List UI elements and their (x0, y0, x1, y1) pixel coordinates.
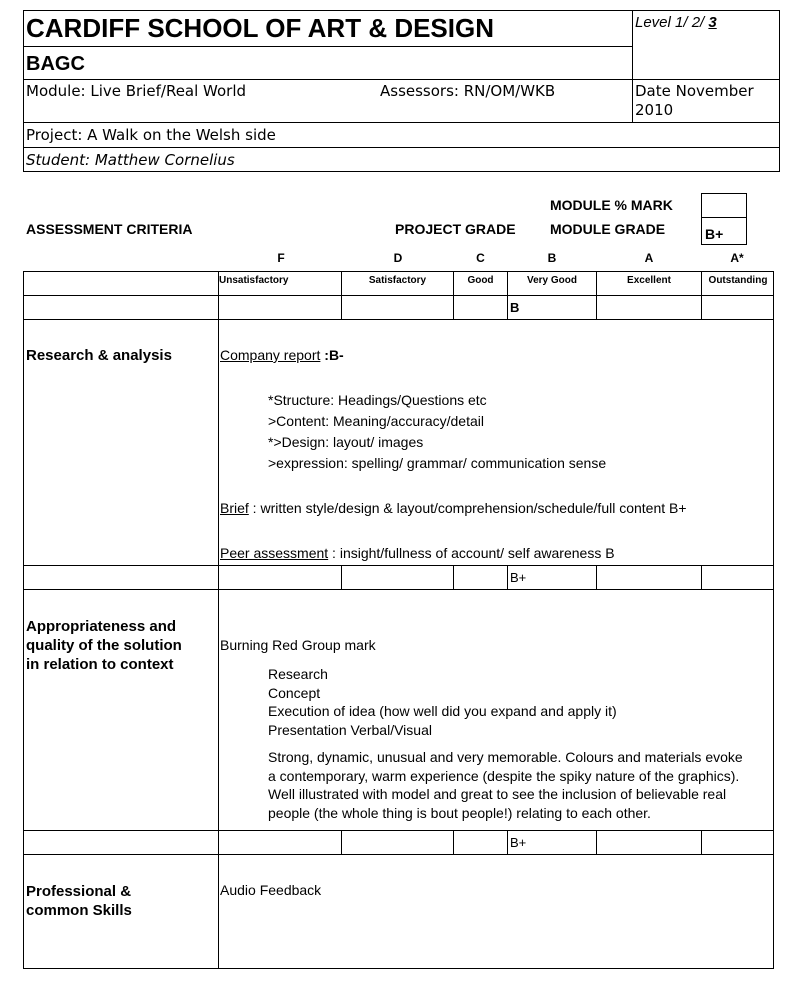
level-options: Level 1/ 2/ (635, 14, 709, 31)
date-line-1: Date November (635, 82, 754, 100)
grade-letter-b: B (547, 251, 557, 265)
title-line: common Skills (26, 902, 132, 919)
criterion-appropriateness-title (26, 617, 182, 674)
research-grade-row (219, 566, 773, 589)
date-line-2: 2010 (635, 101, 674, 119)
group-mark: Burning Red Group mark (220, 637, 376, 653)
student-name: Student: Matthew Cornelius (26, 151, 235, 169)
company-report-grade: :B- (320, 347, 344, 363)
grade-cell-b: B+ (510, 570, 527, 585)
module-grade-box (701, 217, 747, 245)
module-pct-box (701, 193, 747, 218)
grade-letter-a: A (644, 251, 654, 265)
scale-label-excellent: Excellent (627, 275, 671, 286)
title-line: Appropriateness and (26, 618, 177, 635)
grade-letter-f: F (277, 251, 285, 265)
company-report-line (220, 347, 344, 363)
grade-letter-a-star: A* (730, 251, 744, 265)
company-item: *Structure: Headings/Questions etc (268, 392, 487, 408)
comment-line: Strong, dynamic, unusual and very memorable. Colours and materials evoke (268, 749, 743, 765)
comment-line: a contemporary, warm experience (despite the spiky nature of the graphics). (268, 767, 740, 784)
appropriateness-grade-row (219, 831, 773, 854)
assessors: Assessors: RN/OM/WKB (380, 82, 556, 100)
module-grade-value: B+ (705, 226, 724, 242)
title-line: in relation to context (26, 656, 174, 673)
criteria-item: Execution of idea (how well did you expand and apply it) (268, 703, 617, 719)
title-line: quality of the solution (26, 637, 182, 654)
grade-cell-b: B (510, 300, 520, 315)
scale-label-good: Good (467, 275, 494, 286)
peer-assessment-line (220, 545, 615, 561)
company-item: *>Design: layout/ images (268, 434, 424, 450)
project-grade-heading: PROJECT GRADE (395, 221, 516, 237)
assessment-criteria-heading: ASSESSMENT CRITERIA (26, 221, 193, 237)
level-indicator (635, 14, 717, 32)
company-item: >Content: Meaning/accuracy/detail (268, 413, 484, 429)
criterion-research-title: Research & analysis (26, 347, 172, 364)
module-name: Module: Live Brief/Real World (26, 82, 247, 100)
criteria-item: Research (268, 666, 328, 682)
scale-label-very-good: Very Good (526, 275, 577, 286)
criterion-professional-title (26, 882, 132, 920)
comment-line: Well illustrated with model and great to see the inclusion of believable real (268, 786, 727, 802)
assessor-comment (268, 748, 743, 822)
grade-letter-d: D (393, 251, 403, 265)
module-pct-label: MODULE % MARK (550, 197, 673, 213)
brief-text: : written style/design & layout/comprehension/schedule/full content B+ (248, 500, 687, 516)
grade-cell-b: B+ (510, 835, 527, 850)
brief-label: Brief (220, 500, 249, 516)
scale-label-unsatisfactory: Unsatisfactory (219, 275, 289, 286)
peer-assessment-text: : insight/fullness of account/ self awareness B (328, 545, 615, 561)
comment-line: people (the whole thing is bout people!) relating to each other. (268, 804, 651, 821)
criteria-item: Concept (268, 684, 321, 701)
criteria-items (268, 665, 617, 739)
scale-label-outstanding: Outstanding (708, 275, 768, 286)
school-title: CARDIFF SCHOOL OF ART & DESIGN (26, 13, 494, 43)
audio-feedback: Audio Feedback (220, 882, 322, 898)
grade-letter-c: C (476, 251, 485, 265)
scale-label-satisfactory: Satisfactory (368, 275, 427, 286)
company-item: >expression: spelling/ grammar/ communication sense (268, 455, 607, 471)
criteria-item: Presentation Verbal/Visual (268, 721, 432, 738)
course-code: BAGC (26, 53, 85, 75)
company-report-label: Company report (220, 347, 321, 363)
project-name: Project: A Walk on the Welsh side (26, 126, 276, 144)
module-grade-label: MODULE GRADE (550, 221, 666, 237)
peer-assessment-label: Peer assessment (220, 545, 329, 561)
level-selected: 3 (708, 14, 717, 31)
project-grade-row (219, 296, 773, 319)
brief-line (220, 500, 687, 516)
title-line: Professional & (26, 883, 132, 900)
